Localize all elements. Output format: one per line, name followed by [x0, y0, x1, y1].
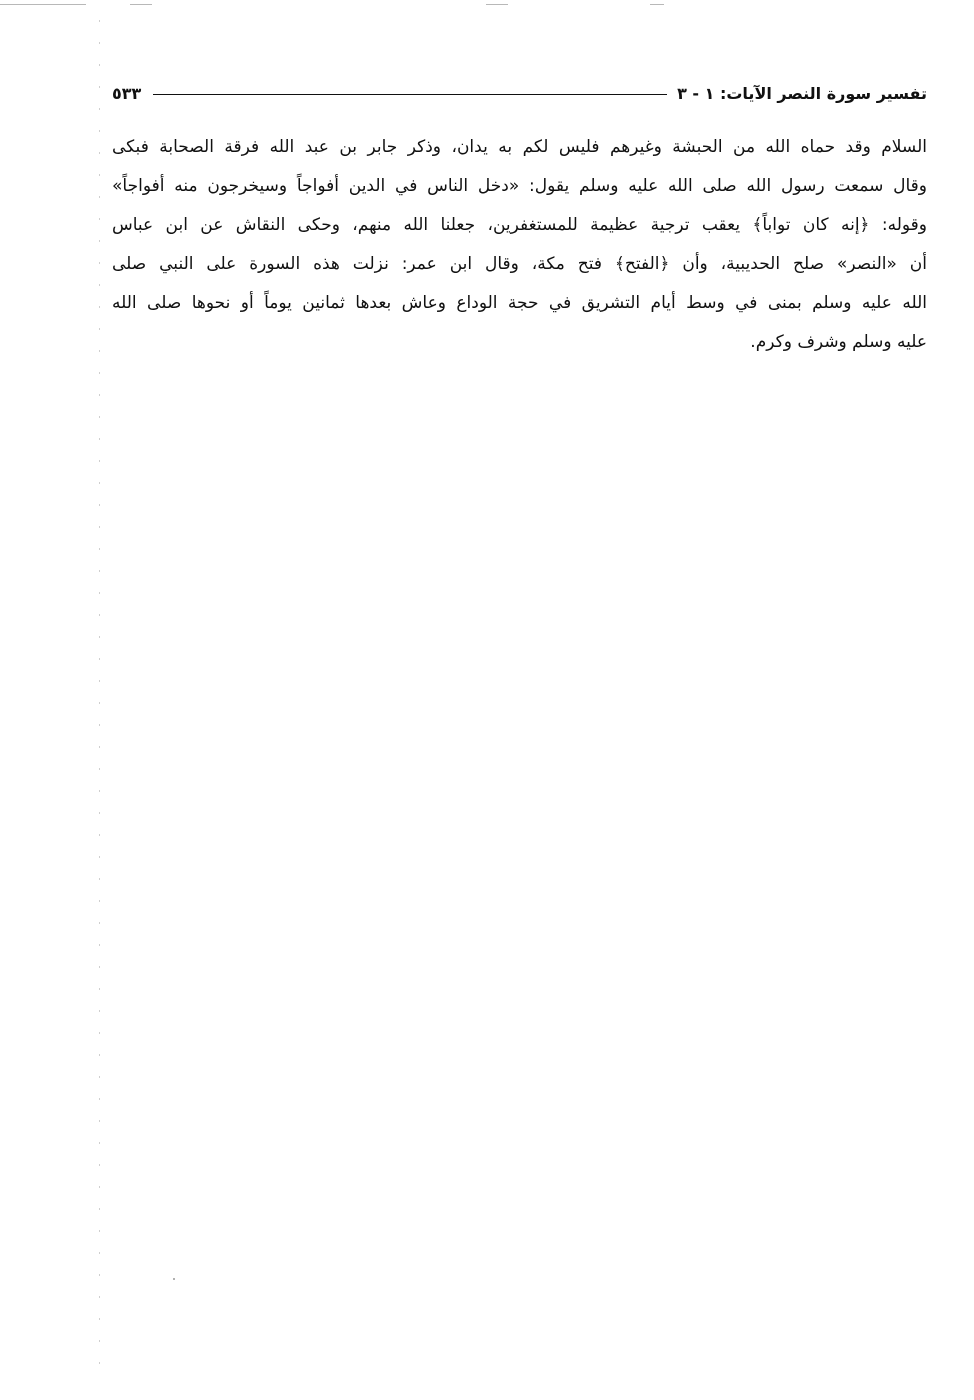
text-line: عليه وسلم وشرف وكرم. — [750, 332, 927, 352]
body-paragraph — [112, 128, 927, 362]
text-line: الله عليه وسلم بمنى في وسط أيام التشريق في حجة الوداع وعاش بعدها ثمانين يوماً أو نحوها صلى الله — [112, 293, 927, 313]
scan-artifact — [650, 4, 664, 5]
page-number: ٥٣٣ — [112, 83, 142, 103]
scan-artifact — [486, 4, 508, 5]
scan-artifact — [130, 4, 152, 5]
text-line: وقوله: ﴿إنه كان تواباً﴾ يعقب ترجية عظيمة للمستغفرين، جعلنا الله منهم، وحكى النقاش عن ابن عباس — [112, 215, 927, 235]
scan-artifact — [173, 1278, 175, 1280]
scan-artifact — [0, 4, 86, 5]
text-line: أن «النصر» صلح الحديبية، وأن ﴿الفتح﴾ فتح مكة، وقال ابن عمر: نزلت هذه السورة على النبي صلى — [112, 254, 927, 274]
header-rule — [153, 94, 667, 95]
text-line: السلام وقد حماه الله من الحبشة وغيرهم فليس لكم به يدان، وذكر جابر بن عبد الله فرقة الصحابة فبكى — [112, 137, 927, 157]
scan-artifact — [99, 20, 100, 1380]
running-header — [112, 78, 927, 108]
header-title: تفسير سورة النصر الآيات: ١ - ٣ — [677, 83, 927, 103]
text-line: وقال سمعت رسول الله صلى الله عليه وسلم يقول: «دخل الناس في الدين أفواجاً وسيخرجون منه أفواجاً» — [112, 176, 927, 196]
